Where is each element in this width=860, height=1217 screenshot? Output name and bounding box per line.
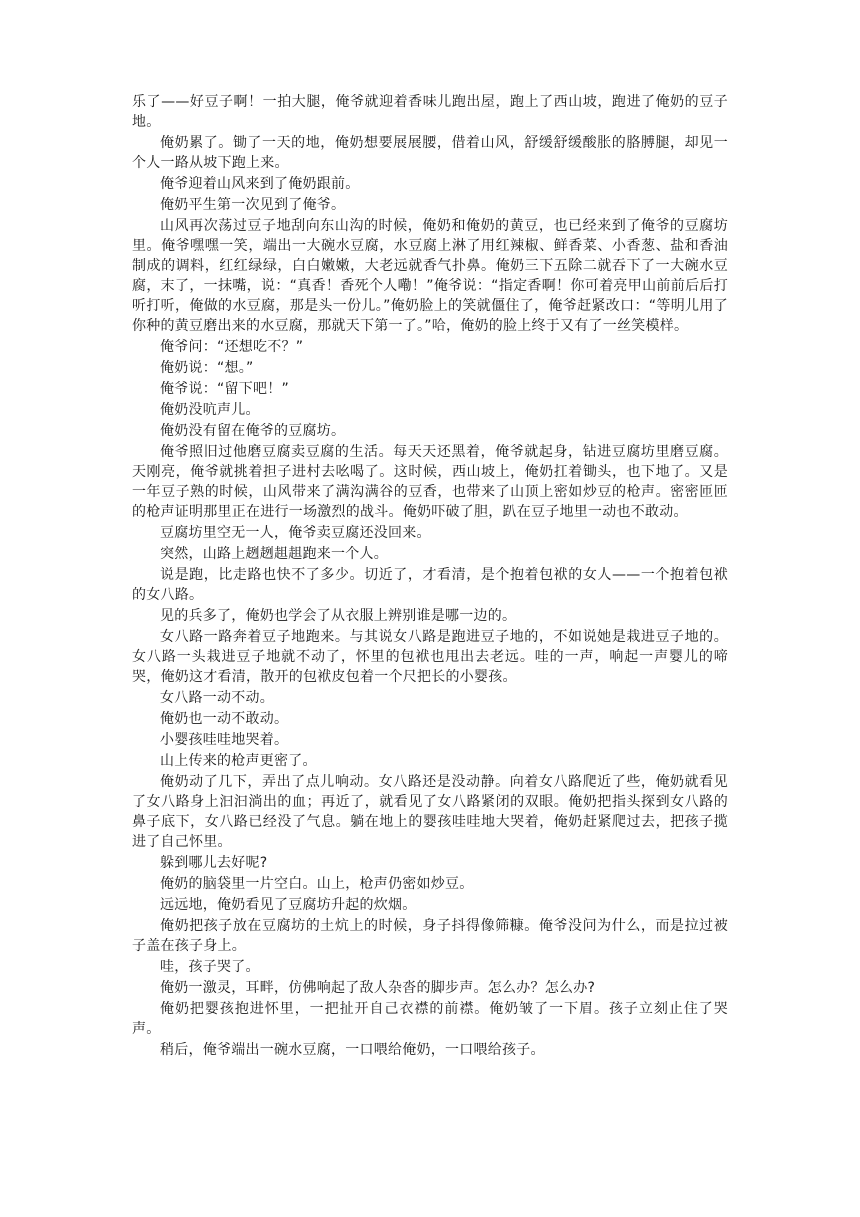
paragraph: 俺奶没吭声儿。 — [160, 402, 260, 418]
paragraph: 俺奶把婴孩抱进怀里，一把扯开自己衣襟的前襟。俺奶皱了一下眉。孩子立刻止住了哭声。 — [132, 1001, 728, 1037]
paragraph: 山上传来的枪声更密了。 — [160, 753, 317, 769]
paragraph: 俺奶累了。锄了一天的地，俺奶想要展展腰，借着山风，舒缓舒缓酸胀的胳膊腿，却见一个人一路从坡下跑上来。 — [132, 135, 728, 171]
paragraph: 俺奶也一动不敢动。 — [160, 711, 289, 727]
paragraph: 女八路一路奔着豆子地跑来。与其说女八路是跑进豆子地的，不如说她是栽进豆子地的。女八路一头栽进豆子地就不动了，怀里的包袱也甩出去老远。哇的一声，响起一声婴儿的啼哭，俺奶这才看清，散开的包袱皮包着一个尺把长的小婴孩。 — [132, 629, 728, 685]
paragraph: 俺奶动了几下，弄出了点儿响动。女八路还是没动静。向着女八路爬近了些，俺奶就看见了女八路身上汩汩淌出的血；再近了，就看见了女八路紧闭的双眼。俺奶把指头探到女八路的鼻子底下，女八路已经没了气息。躺在地上的婴孩哇哇地大哭着，俺奶赶紧爬过去，把孩子揽进了自己怀里。 — [132, 774, 728, 850]
paragraph: 乐了——好豆子啊！一拍大腿，俺爷就迎着香味儿跑出屋，跑上了西山坡，跑进了俺奶的豆子地。 — [132, 94, 728, 130]
paragraph: 女八路一动不动。 — [160, 690, 274, 706]
paragraph: 俺奶一激灵，耳畔，仿佛响起了敌人杂沓的脚步声。怎么办？怎么办? — [160, 980, 596, 996]
paragraph: 俺奶的脑袋里一片空白。山上，枪声仍密如炒豆。 — [160, 876, 474, 892]
paragraph: 俺奶说：“想。” — [160, 360, 254, 376]
paragraph: 说是跑，比走路也快不了多少。切近了，才看清，是个抱着包袱的女人——一个抱着包袱的女八路。 — [132, 567, 728, 603]
paragraph: 躲到哪儿去好呢? — [160, 855, 268, 871]
paragraph: 突然，山路上趔趔趄趄跑来一个人。 — [160, 546, 388, 562]
paragraph: 俺爷问：“还想吃不？” — [160, 339, 304, 355]
paragraph: 俺爷迎着山风来到了俺奶跟前。 — [160, 176, 360, 192]
paragraph: 小婴孩哇哇地哭着。 — [160, 732, 289, 748]
paragraph: 哇，孩子哭了。 — [160, 959, 260, 975]
paragraph: 稍后，俺爷端出一碗水豆腐，一口喂给俺奶，一口喂给孩子。 — [160, 1042, 545, 1058]
paragraph: 俺爷说：“留下吧！” — [160, 381, 290, 397]
paragraph: 见的兵多了，俺奶也学会了从衣服上辨别谁是哪一边的。 — [160, 608, 517, 624]
paragraph: 俺奶平生第一次见到了俺爷。 — [160, 197, 346, 213]
paragraph: 豆腐坊里空无一人，俺爷卖豆腐还没回来。 — [160, 525, 431, 541]
paragraph: 远远地，俺奶看见了豆腐坊升起的炊烟。 — [160, 897, 417, 913]
paragraph: 俺爷照旧过他磨豆腐卖豆腐的生活。每天天还黑着，俺爷就起身，钻进豆腐坊里磨豆腐。天刚亮，俺爷就挑着担子进村去吆喝了。这时候，西山坡上，俺奶扛着锄头，也下地了。又是一年豆子熟的时候，山风带来了满沟满谷的豆香，也带来了山顶上密如炒豆的枪声。密密匝匝的枪声证明那里正在进行一场激烈的战斗。俺奶吓破了胆，趴在豆子地里一动也不敢动。 — [132, 444, 728, 520]
document-page — [132, 92, 728, 1061]
paragraph: 俺奶没有留在俺爷的豆腐坊。 — [160, 423, 346, 439]
paragraph: 俺奶把孩子放在豆腐坊的土炕上的时候，身子抖得像筛糠。俺爷没问为什么，而是拉过被子盖在孩子身上。 — [132, 918, 728, 954]
paragraph: 山风再次荡过豆子地刮向东山沟的时候，俺奶和俺奶的黄豆，也已经来到了俺爷的豆腐坊里。俺爷嘿嘿一笑，端出一大碗水豆腐，水豆腐上淋了用红辣椒、鲜香菜、小香葱、盐和香油制成的调料，红红绿绿，白白嫩嫩，大老远就香气扑鼻。俺奶三下五除二就吞下了一大碗水豆腐，末了，一抹嘴，说：“真香！香死个人嘞！”俺爷说：“指定香啊！你可着亮甲山前前后后打听打听，俺做的水豆腐，那是头一份儿。”俺奶脸上的笑就僵住了，俺爷赶紧改口：“等明儿用了你种的黄豆磨出来的水豆腐，那就天下第一了。”哈，俺奶的脸上终于又有了一丝笑模样。 — [132, 218, 728, 334]
